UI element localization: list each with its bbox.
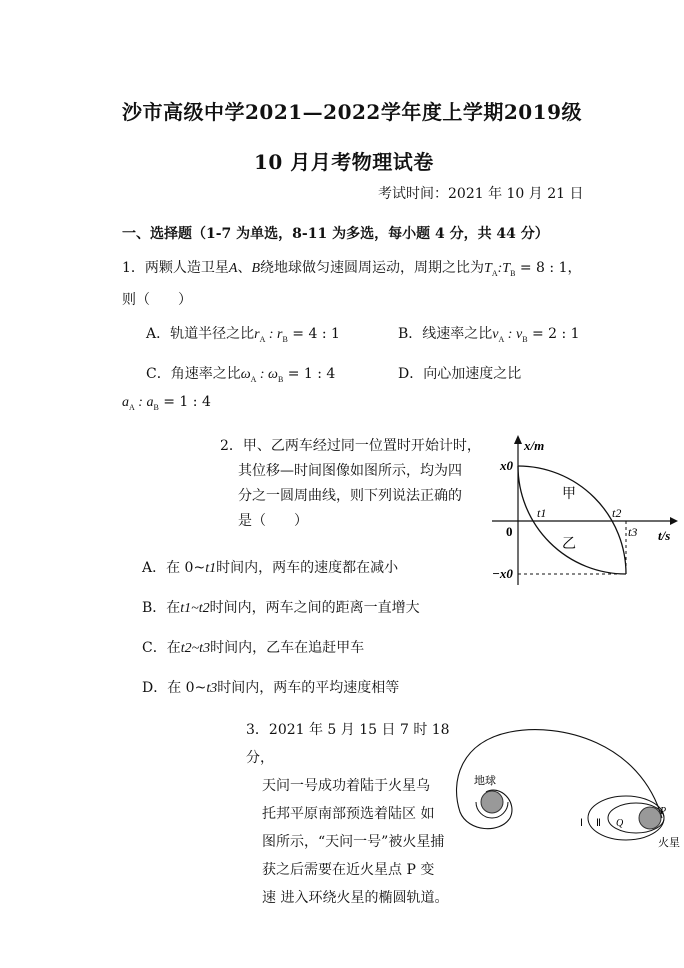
section-1-header: 一、选择题（1-7 为单选，8-11 为多选，每小题 4 分，共 44 分） xyxy=(122,226,549,242)
q1-option-b: B．线速率之比$v_A$ : $v_B = 2$ : 1 xyxy=(398,326,580,344)
q2-option-a: A．在 0~t1时间内，两车的速度都在减小 xyxy=(142,560,399,576)
graph-x0: x0 xyxy=(500,458,513,473)
point-P-label: P xyxy=(660,806,667,817)
orbit-II-label: Ⅱ xyxy=(596,818,601,829)
q1-stem xyxy=(122,258,581,284)
graph-t2: t2 xyxy=(612,506,622,520)
q1-stem-b: 绕地球做匀速圆周运动，周期之比为 xyxy=(260,260,485,276)
earth-label: 地球 xyxy=(474,775,496,787)
graph-label-yi: 乙 xyxy=(562,537,576,552)
q2-stem: 2．甲、乙两车经过同一位置时开始计时， 其位移—时间图像如图所示，均为四 分之一圆周曲线，则下列说法正确的 是（ ） xyxy=(220,438,481,529)
q2-option-d: D．在 0~t3时间内，两车的平均速度相等 xyxy=(142,680,400,696)
q1-option-c: C．角速率之比$\omega_A$ : $\omega_B = 1$ : 4 xyxy=(146,366,336,384)
graph-t3: t3 xyxy=(628,525,638,539)
q1-stem-a: 1．两颗人造卫星 xyxy=(122,260,229,276)
q1-option-d: D．向心加速度之比 xyxy=(398,366,522,382)
page-title-line2: 10 月月考物理试卷 xyxy=(254,150,434,174)
graph-t1: t1 xyxy=(537,506,547,520)
curve-jia xyxy=(518,466,626,574)
q1-period-ratio: $T_A:T_B$ xyxy=(484,261,516,278)
earth-planet xyxy=(481,791,503,813)
graph-neg-x0: −x0 xyxy=(492,566,513,581)
mars-label: 火星 xyxy=(658,837,680,849)
graph-origin: 0 xyxy=(506,524,513,539)
point-Q-label: Q xyxy=(616,818,624,829)
q1-option-d-value: $a_A$ : $a_B = 1$ : 4 xyxy=(122,394,211,412)
orbit-I-label: Ⅰ xyxy=(580,818,583,829)
q3-stem: 3．2021 年 5 月 15 日 7 时 18 分， 天问一号成功着陆于火星乌 托邦平原南部预选着陆区 如 图所示，“天问一号”被火星捕 获之后需要在近火星点 P 变 速 进入环绕火星的椭圆轨道。 xyxy=(246,722,450,906)
q1-stem-end: 则（ ） xyxy=(122,292,192,308)
page-title-line1: 沙市高级中学2021—2022学年度上学期2019级 xyxy=(122,100,582,124)
exam-time: 考试时间：2021 年 10 月 21 日 xyxy=(378,186,584,202)
mars-planet xyxy=(639,807,661,829)
q3-orbit-diagram xyxy=(440,722,684,862)
graph-ylabel: x/m xyxy=(524,438,545,453)
q2-position-time-graph xyxy=(482,430,678,590)
q1-satellite-b: B xyxy=(251,261,261,276)
graph-label-jia: 甲 xyxy=(562,487,576,502)
t-axis-arrow xyxy=(670,517,678,525)
curve-yi xyxy=(518,466,626,574)
q1-sep: 、 xyxy=(237,260,252,276)
q2-option-c: C．在t2~t3时间内，乙车在追赶甲车 xyxy=(142,640,365,656)
q2-option-b: B．在t1~t2时间内，两车之间的距离一直增大 xyxy=(142,600,420,616)
q1-option-a: A．轨道半径之比$r_A$ : $r_B = 4$ : 1 xyxy=(146,326,340,344)
x-axis-arrow xyxy=(514,435,522,444)
graph-xlabel: t/s xyxy=(658,528,671,543)
q1-period-value: = 8 : 1， xyxy=(515,260,582,276)
q1-satellite-a: A xyxy=(228,261,238,276)
